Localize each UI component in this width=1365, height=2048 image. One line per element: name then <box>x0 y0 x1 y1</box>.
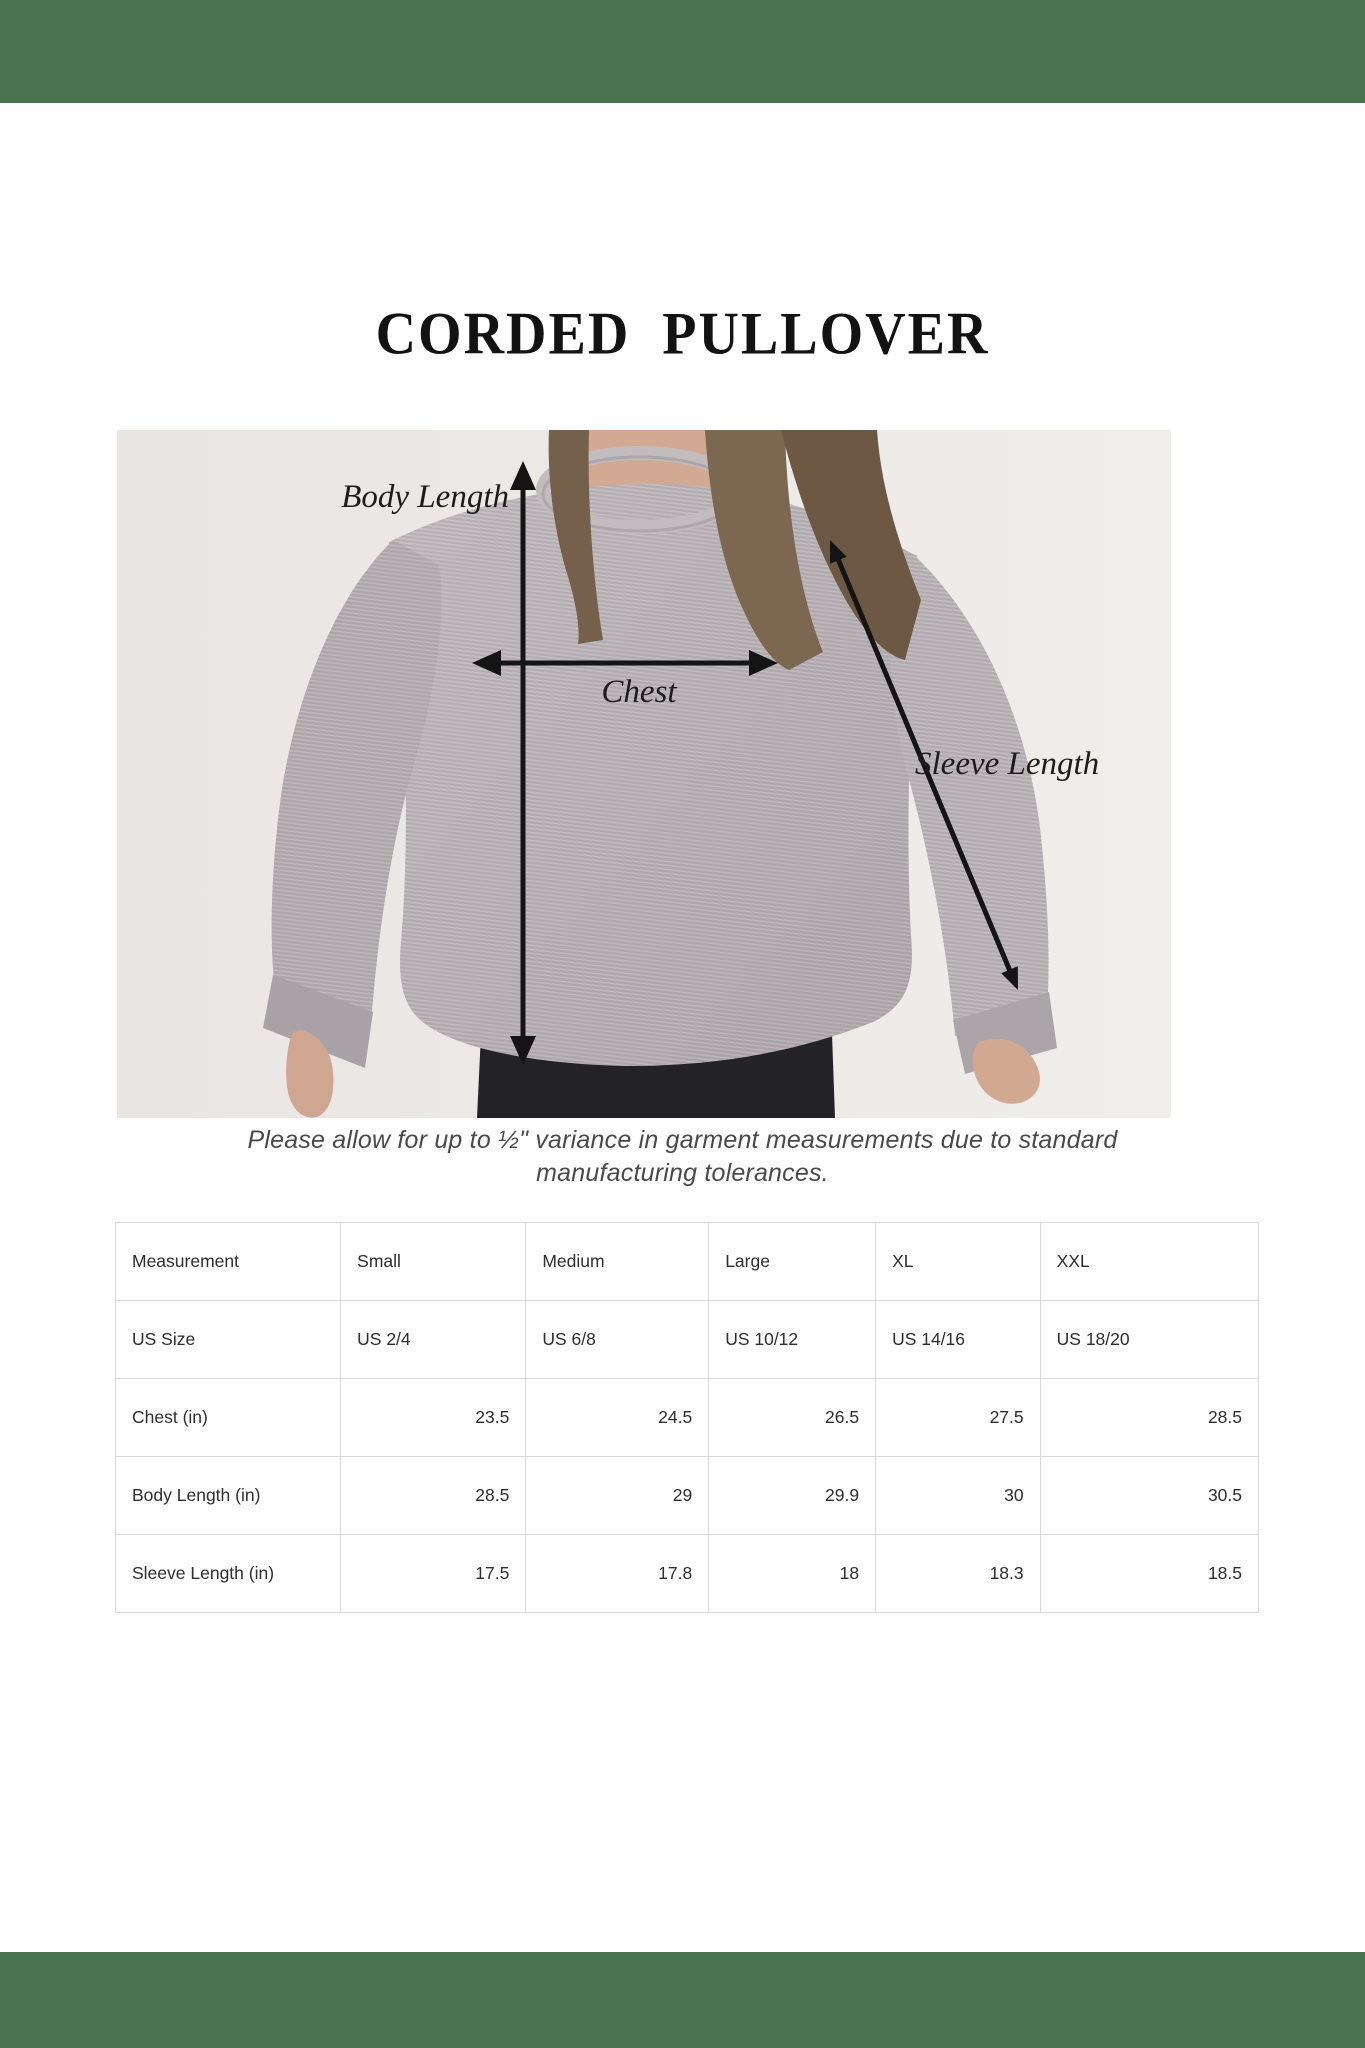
col-header-large: Large <box>709 1223 876 1301</box>
cell-us-size-small: US 2/4 <box>341 1301 526 1379</box>
table-row-us-size <box>116 1301 1259 1379</box>
cell-sleeve-length-small: 17.5 <box>341 1535 526 1613</box>
cell-sleeve-length-xl: 18.3 <box>876 1535 1041 1613</box>
cell-us-size-xxl: US 18/20 <box>1040 1301 1258 1379</box>
page-title: CORDED PULLOVER <box>375 300 990 368</box>
cell-chest-xxl: 28.5 <box>1040 1379 1258 1457</box>
cell-chest-xl: 27.5 <box>876 1379 1041 1457</box>
cell-sleeve-length-xxl: 18.5 <box>1040 1535 1258 1613</box>
col-header-xl: XL <box>876 1223 1041 1301</box>
cell-body-length-xl: 30 <box>876 1457 1041 1535</box>
body-length-label: Body Length <box>341 479 509 515</box>
product-measurement-photo <box>117 430 1171 1118</box>
cell-body-length-xxl: 30.5 <box>1040 1457 1258 1535</box>
col-header-small: Small <box>341 1223 526 1301</box>
sleeve-length-label: Sleeve Length <box>915 746 1100 782</box>
cell-body-length-medium: 29 <box>526 1457 709 1535</box>
cell-body-length-large: 29.9 <box>709 1457 876 1535</box>
disclaimer-line-2: manufacturing tolerances. <box>536 1159 829 1187</box>
table-row-body-length <box>116 1457 1259 1535</box>
top-green-bar <box>0 0 1365 103</box>
col-header-xxl: XXL <box>1040 1223 1258 1301</box>
measurement-diagram <box>117 430 1171 1118</box>
cell-chest-medium: 24.5 <box>526 1379 709 1457</box>
row-label: Body Length (in) <box>116 1457 341 1535</box>
cell-chest-large: 26.5 <box>709 1379 876 1457</box>
row-label: Chest (in) <box>116 1379 341 1457</box>
disclaimer-line-1: Please allow for up to ½" variance in garment measurements due to standard <box>247 1126 1118 1154</box>
table-row-chest <box>116 1379 1259 1457</box>
col-header-measurement: Measurement <box>116 1223 341 1301</box>
cell-body-length-small: 28.5 <box>341 1457 526 1535</box>
row-label: Sleeve Length (in) <box>116 1535 341 1613</box>
col-header-medium: Medium <box>526 1223 709 1301</box>
cell-us-size-medium: US 6/8 <box>526 1301 709 1379</box>
bottom-green-bar <box>0 1952 1365 2048</box>
table-row-sleeve-length <box>116 1535 1259 1613</box>
cell-chest-small: 23.5 <box>341 1379 526 1457</box>
cell-sleeve-length-large: 18 <box>709 1535 876 1613</box>
cell-us-size-large: US 10/12 <box>709 1301 876 1379</box>
table-header-row <box>116 1223 1259 1301</box>
row-label: US Size <box>116 1301 341 1379</box>
cell-sleeve-length-medium: 17.8 <box>526 1535 709 1613</box>
chest-label: Chest <box>601 674 677 710</box>
cell-us-size-xl: US 14/16 <box>876 1301 1041 1379</box>
variance-disclaimer <box>0 1124 1365 1190</box>
size-chart-table <box>115 1222 1259 1613</box>
